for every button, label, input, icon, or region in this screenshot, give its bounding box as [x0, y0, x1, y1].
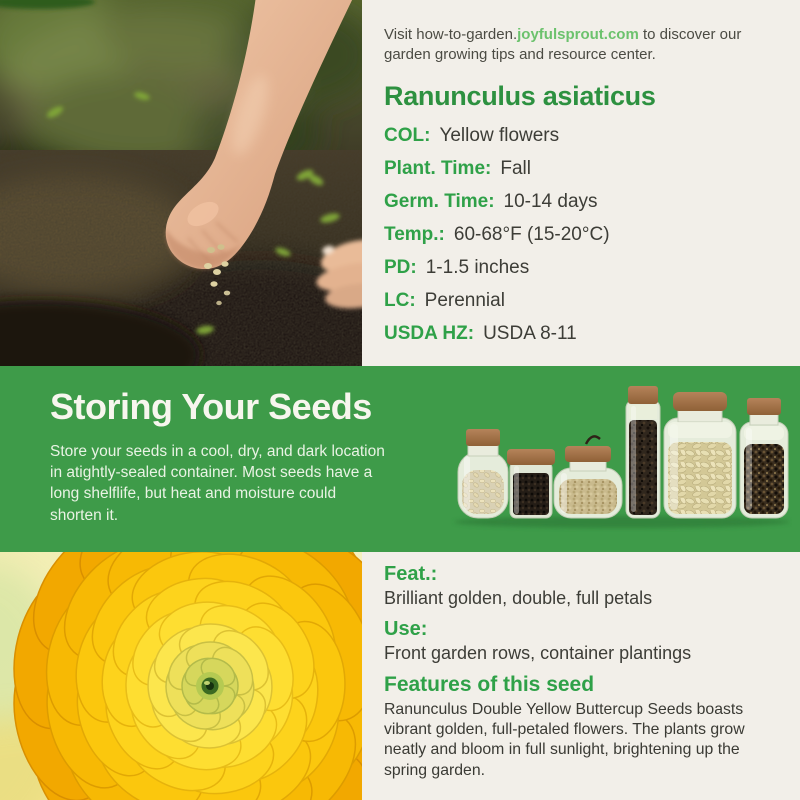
spec-row [384, 158, 776, 180]
use-value: Front garden rows, container plantings [384, 643, 692, 663]
spec-label: LC: [384, 289, 416, 311]
spec-value: Fall [500, 157, 531, 179]
site-intro [384, 25, 776, 65]
sowing-photo [0, 0, 362, 366]
flower-photo [0, 552, 362, 800]
spec-label: PD: [384, 256, 417, 278]
plant-title: Ranunculus asiaticus [384, 80, 656, 111]
sowing-photo-illustration [0, 0, 362, 366]
info-panel [362, 0, 800, 366]
jar-mixed [740, 398, 788, 518]
storing-body: Store your seeds in a cool, dry, and dark location in atightly-sealed container. Most seeds have a long shelflife, but heat and moisture could shorten it. [50, 442, 385, 524]
jar-pumpkin [664, 392, 736, 518]
spec-row [384, 290, 776, 312]
intro-prefix: Visit how-to-garden. [384, 26, 518, 43]
spec-value: Yellow flowers [439, 124, 560, 146]
use-label: Use: [384, 618, 428, 640]
spec-list [384, 125, 776, 345]
flower-illustration [0, 552, 362, 800]
jar-tall-dark [626, 386, 660, 518]
spec-value: 1-1.5 inches [425, 256, 530, 278]
flower-petals [0, 552, 362, 800]
storing-title: Storing Your Seeds [50, 386, 372, 427]
spec-label: USDA HZ: [384, 322, 475, 344]
flower-center [196, 672, 224, 700]
storing-text-block [50, 388, 390, 526]
site-url: joyfulsprout.com [517, 26, 639, 43]
jar-tan [554, 436, 622, 518]
spec-row [384, 257, 776, 279]
spec-value: 10-14 days [503, 190, 598, 212]
jar-black-small [507, 449, 555, 518]
spec-label: Germ. Time: [384, 190, 495, 212]
spec-value: Perennial [424, 289, 505, 311]
storing-section [0, 366, 800, 552]
intro-suffix: to discover our garden growing tips and resource center. [384, 26, 742, 63]
spec-label: Temp.: [384, 223, 445, 245]
spec-row [384, 224, 776, 246]
spec-label: Plant. Time: [384, 157, 492, 179]
feat-value: Brilliant golden, double, full petals [384, 588, 653, 608]
details-panel [362, 552, 800, 800]
spec-label: COL: [384, 124, 431, 146]
spec-value: 60-68°F (15-20°C) [453, 223, 610, 245]
features-title: Features of this seed [384, 673, 595, 696]
spec-row [384, 125, 776, 147]
feat-label: Feat.: [384, 563, 438, 585]
jar-beans [458, 429, 508, 518]
features-body: Ranunculus Double Yellow Buttercup Seeds boasts vibrant golden, full-petaled flowers. The plants grow neatly and bloom in full sunlight, brightening up the spring garden. [384, 701, 745, 779]
spec-row [384, 191, 776, 213]
spec-value: USDA 8-11 [483, 322, 577, 344]
seed-jars-photo [446, 378, 792, 532]
spec-row [384, 323, 776, 345]
